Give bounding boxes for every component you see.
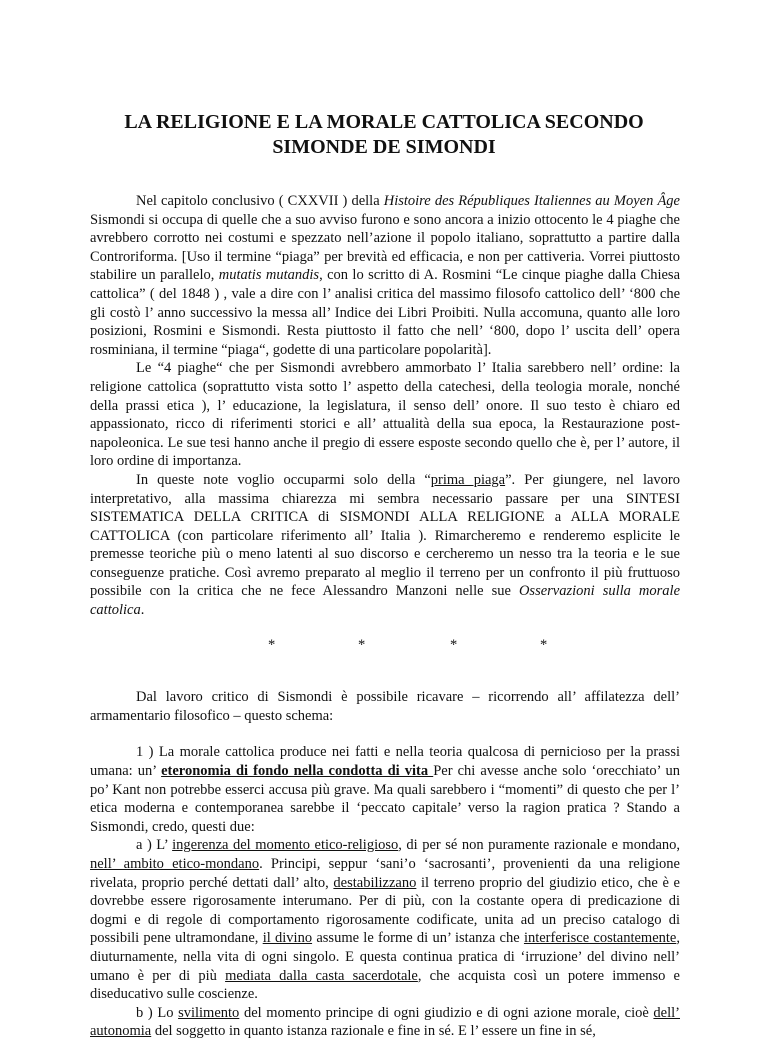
- italic-book-title: Histoire des Républiques Italiennes au Moyen Âge: [383, 193, 680, 209]
- document-body: [90, 192, 680, 1041]
- text-run: In queste note voglio occuparmi solo della “: [136, 471, 431, 488]
- paragraph-schema-intro: Dal lavoro critico di Sismondi è possibile ricavare – ricorrendo all’ affilatezza dell’ armamentario filosofico – questo schema:: [90, 689, 680, 724]
- italic-book-title: Osservazioni sulla morale cattolica: [90, 583, 681, 619]
- text-run: del soggetto in quanto istanza razionale e fine in sé. E l’ essere un fine in sé,: [151, 1023, 596, 1040]
- underlined-phrase: svilimento: [178, 1004, 240, 1021]
- text-run: . Principi, seppur ‘sani’o ‘sacrosanti’, provenienti da una religione rivelata, proprio perché dettati dall’ alto,: [90, 856, 680, 891]
- text-run: Nel capitolo conclusivo ( CXXVII ) della: [136, 193, 384, 209]
- text-run: ”. Per giungere, nel lavoro interpretativo, alla massima chiarezza mi sembra necessario passare per una SINTESI SISTEMATICA DELLA CRITICA di SISMONDI ALLA RELIGIONE a ALLA MORALE CATTOLICA (con particolare riferimento all’ Italia ). Rimarcheremo e renderemo esplicite le premesse teoriche più o meno latenti al suo discorso e cercheremo un nesso tra la teoria e le sue conseguenze pratiche. Così avremo preparato al meglio il terreno per un confronto il più fruttuoso possibile con la critica che ne fece Alessandro Manzoni nelle sue: [90, 471, 680, 600]
- paragraph-point-1: [90, 743, 680, 836]
- text-run: .: [140, 602, 145, 619]
- paragraph-first-plague: [90, 471, 680, 620]
- text-run: , diuturnamente, nella vita di ogni singolo. E questa continua pratica di ‘irruzione’ del divino nell’ umano è per di più: [90, 930, 680, 984]
- bold-underlined-phrase: eteronomia di fondo nella condotta di vita: [161, 763, 434, 780]
- title-line-2: SIMONDE DE SIMONDI: [272, 136, 496, 158]
- separator-star: *: [540, 636, 548, 653]
- underlined-phrase: destabilizzano: [333, 874, 417, 891]
- underlined-phrase: interferisce costantemente: [523, 930, 677, 947]
- text-run: il terreno proprio del giudizio etico, che è e dovrebbe essere rigorosamente interumano. Per di più, con la costante opera di predicazione di dogmi e di regole di comportamento rigorosamente codificate, unita ad un preciso catalogo di possibili pene ultramondane,: [90, 874, 680, 947]
- underlined-phrase: prima piaga: [430, 471, 506, 488]
- text-run: , con lo scritto di A. Rosmini “Le cinque piaghe dalla Chiesa cattolica” ( del 1848 ) , vale a dire con l’ analisi critica del massimo filosofo cattolico dell’ ‘800 che gli costò l’ anno successivo la messa all’ Indice dei Libri Proibiti. Nulla accomuna, quanto alle loro posizioni, Rosmini e Sismondi. Resta piuttosto il fatto che nell’ ‘800, dopo l’ uscita dell’ opera rosminiana, il termine “piaga“, godette di una particolare popolarità].: [90, 267, 680, 358]
- text-run: 1 ) La morale cattolica produce nei fatti e nella teoria qualcosa di pernicioso per la prassi umana: un’: [90, 744, 680, 780]
- text-run: b ) Lo: [136, 1004, 179, 1021]
- paragraph-point-1a: [90, 836, 680, 1003]
- underlined-phrase: il divino: [262, 930, 313, 947]
- separator-star: *: [268, 636, 276, 653]
- title-line-1: LA RELIGIONE E LA MORALE CATTOLICA SECONDO: [124, 111, 644, 133]
- italic-latin-phrase: mutatis mutandis: [218, 267, 320, 284]
- separator-star: *: [450, 636, 458, 653]
- underlined-phrase: dell’ autonomia: [90, 1004, 680, 1040]
- text-run: del momento principe di ogni giudizio e di ogni azione morale, cioè: [239, 1004, 654, 1021]
- separator-star: *: [358, 636, 366, 653]
- underlined-phrase: mediata dalla casta sacerdotale: [225, 967, 418, 984]
- text-run: assume le forme di un’ istanza che: [312, 930, 524, 947]
- paragraph-four-plagues: Le “4 piaghe“ che per Sismondi avrebbero ammorbato l’ Italia sarebbero nell’ ordine: la religione cattolica (soprattutto vista sotto l’ aspetto della catechesi, della teologia morale, nonché della prassi etica ), l’ educazione, la legislatura, il senso dell’ onore. Il suo testo è chiaro ed appassionato, ricco di riferimenti storici e all’ attualità della sua epoca, la Restaurazione post-napoleonica. Le sue tesi hanno anche il pregio di essere esposte secondo quello che è, per l’ autore, il loro ordine di importanza.: [90, 360, 680, 470]
- paragraph-intro: [90, 192, 680, 359]
- document-title: [96, 110, 672, 160]
- underlined-phrase: ingerenza del momento etico-religioso: [172, 837, 399, 854]
- paragraph-point-1b: [90, 1004, 680, 1041]
- section-separator: [90, 636, 680, 655]
- text-run: a ) L’: [136, 837, 173, 854]
- underlined-phrase: nell’ ambito etico-mondano: [90, 856, 260, 872]
- text-run: , di per sé non puramente razionale e mondano,: [398, 837, 681, 854]
- text-run: , che acquista così un potere immenso e diseducativo sulle coscienze.: [90, 967, 680, 1003]
- text-run: Sismondi si occupa di quelle che a suo avviso furono e sono ancora a inizio ottocento le 4 piaghe che avrebbero corrotto nei costumi e spezzato nell’azione il popolo italiano, soprattutto a partire dalla Controriforma. [Uso il termine “piaga” per brevità ed efficacia, e non per cattiveria. Vorrei piuttosto stabilire un parallelo,: [90, 211, 680, 284]
- text-run: Per chi avesse anche solo ‘orecchiato’ un po’ Kant non potrebbe esserci accusa più grave. Ma quali sarebbero i “momenti” di questo che per l’ etica moderna e contemporanea sarebbe il ‘peccato capitale’ verso la ragion pratica ? Stando a Sismondi, credo, questi due:: [90, 763, 681, 835]
